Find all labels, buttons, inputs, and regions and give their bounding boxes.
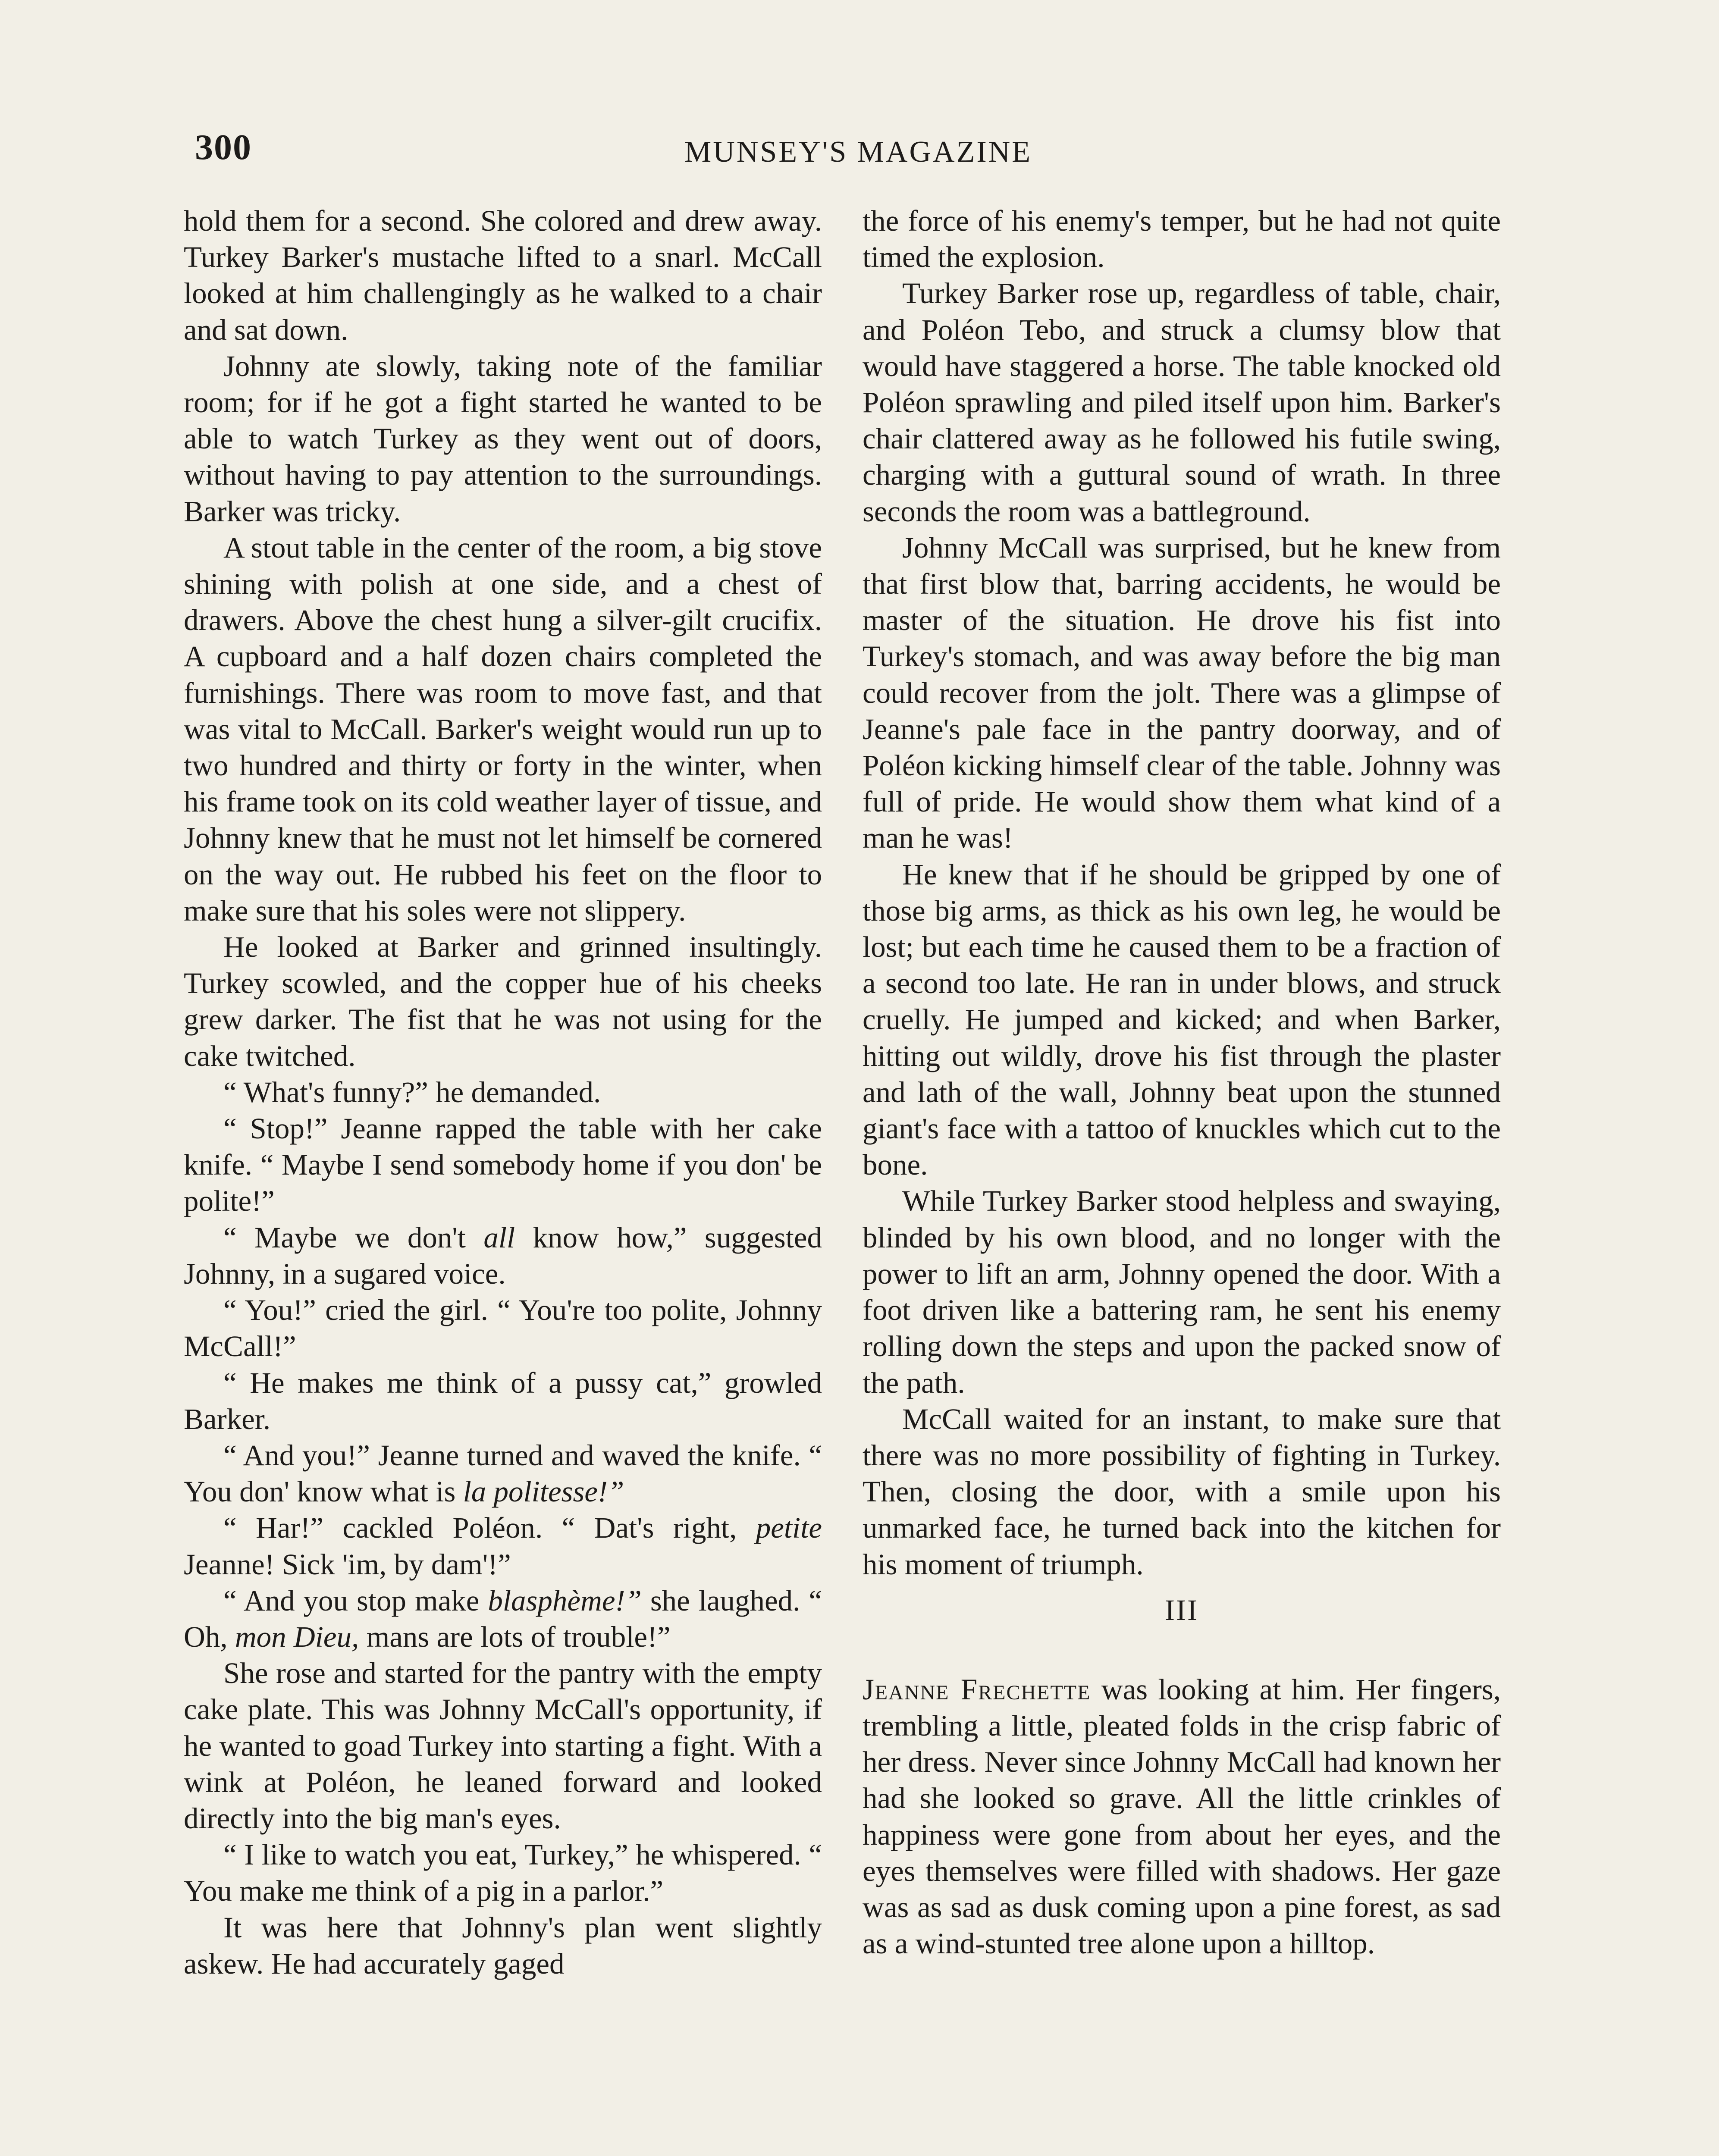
paragraph: “ I like to watch you eat, Turkey,” he whispered. “ You make me think of a pig in a parlor.” bbox=[184, 1838, 822, 1908]
italic-text: all bbox=[483, 1221, 515, 1254]
text-run: “ Maybe we don't bbox=[223, 1221, 484, 1254]
paragraph: “ He makes me think of a pussy cat,” growled Barker. bbox=[184, 1366, 822, 1435]
paragraph bbox=[184, 1510, 822, 1582]
paragraph: Turkey Barker rose up, regardless of table, chair, and Poléon Tebo, and struck a clumsy blow that would have staggered a horse. The table knocked old Poléon sprawling and piled itself upon him. Barker's chair clattered away as he followed his futile swing, charging with a guttural sound of wrath. In three seconds the room was a battleground. bbox=[863, 277, 1501, 528]
text-run: Jeanne! Sick 'im, by dam'!” bbox=[184, 1548, 511, 1581]
paragraph: Johnny McCall was surprised, but he knew from that first blow that, barring accidents, he would be master of the situation. He drove his fist into Turkey's stomach, and was away before the big man could recover from the jolt. There was a glimpse of Jeanne's pale face in the pantry doorway, and of Poléon kicking himself clear of the table. Johnny was full of pride. He would show them what kind of a man he was! bbox=[863, 531, 1501, 855]
paragraph: While Turkey Barker stood helpless and swaying, blinded by his own blood, and no longer with the power to lift an arm, Johnny opened the door. With a foot driven like a battering ram, he sent his enemy rolling down the steps and upon the packed snow of the path. bbox=[863, 1185, 1501, 1399]
page-number: 300 bbox=[195, 127, 252, 167]
paragraph: A stout table in the center of the room, a big stove shining with polish at one side, and a chest of drawers. Above the chest hung a silver-gilt crucifix. A cupboard and a half dozen chairs completed the furnishings. There was room to move fast, and that was vital to McCall. Barker's weight would run up to two hundred and thirty or forty in the winter, when his frame took on its cold weather layer of tissue, and Johnny knew that he must not let himself be cornered on the way out. He rubbed his feet on the floor to make sure that his soles were not slippery. bbox=[184, 531, 822, 927]
paragraph: “ You!” cried the girl. “ You're too polite, Johnny McCall!” bbox=[184, 1294, 822, 1363]
paragraph bbox=[184, 1219, 822, 1292]
section-heading: III bbox=[1165, 1593, 1198, 1626]
paragraph: It was here that Johnny's plan went slightly askew. He had accurately gaged bbox=[184, 1911, 822, 1980]
text-run: she laughed. “ Oh, bbox=[184, 1584, 822, 1653]
paragraph: He looked at Barker and grinned insultingly. Turkey scowled, and the copper hue of his cheeks grew darker. The fist that he was not using for the cake twitched. bbox=[184, 931, 822, 1072]
right-column bbox=[863, 203, 1501, 1962]
paragraph: McCall waited for an instant, to make sure that there was no more possibility of fighting in Turkey. Then, closing the door, with a smile upon his unmarked face, he turned back into the kitchen for his moment of triumph. bbox=[863, 1402, 1501, 1581]
paragraph bbox=[184, 1437, 822, 1510]
paragraph: “ Stop!” Jeanne rapped the table with her cake knife. “ Maybe I send somebody home if you don' be polite!” bbox=[184, 1112, 822, 1218]
chapter-lead-name: Jeanne Frechette bbox=[863, 1673, 1091, 1706]
paragraph: hold them for a second. She colored and drew away. Turkey Barker's mustache lifted to a snarl. McCall looked at him challengingly as he walked to a chair and sat down. bbox=[184, 204, 822, 346]
running-head: MUNSEY'S MAGAZINE bbox=[684, 135, 1032, 169]
text-run: mans are lots of trouble!” bbox=[359, 1620, 671, 1653]
text-run: was looking at him. Her fingers, trembling a little, pleated folds in the crisp fabric of her dress. Never since Johnny McCall had known her had she looked so grave. All the little crinkles of happiness were gone from about her eyes, and the eyes themselves were filled with shadows. Her gaze was as sad as dusk coming upon a pine forest, as sad as a wind-stunted tree alone upon a hilltop. bbox=[863, 1673, 1501, 1960]
italic-text: petite bbox=[756, 1511, 822, 1545]
text-run: “ And you!” Jeanne turned and waved the knife. “ You don' know what is bbox=[184, 1438, 822, 1508]
paragraph: She rose and started for the pantry with the empty cake plate. This was Johnny McCall's opportunity, if he wanted to goad Turkey into starting a fight. With a wink at Poléon, he leaned forward and looked directly into the big man's eyes. bbox=[184, 1657, 822, 1835]
text-run: “ And you stop make bbox=[223, 1584, 488, 1617]
italic-text: la politesse!” bbox=[463, 1475, 624, 1508]
paragraph bbox=[184, 1583, 822, 1655]
paragraph: “ What's funny?” he demanded. bbox=[223, 1075, 601, 1109]
paragraph: He knew that if he should be gripped by one of those big arms, as thick as his own leg, he would be lost; but each time he caused them to be a fraction of a second too late. He ran in under blows, and struck cruelly. He jumped and kicked; and when Barker, hitting out wildly, drove his fist through the plaster and lath of the wall, Johnny beat upon the stunned giant's face with a tattoo of knuckles which cut to the bone. bbox=[863, 858, 1501, 1181]
italic-text: mon Dieu, bbox=[235, 1620, 359, 1653]
text-run: know how,” suggested Johnny, in a sugared voice. bbox=[184, 1221, 822, 1290]
paragraph: Johnny ate slowly, taking note of the familiar room; for if he got a fight started he wanted to be able to watch Turkey as they went out of doors, without having to pay attention to the surroundings. Barker was tricky. bbox=[184, 349, 822, 528]
paragraph: the force of his enemy's temper, but he had not quite timed the explosion. bbox=[863, 204, 1501, 274]
left-column bbox=[184, 203, 822, 1982]
italic-text: blasphème!” bbox=[488, 1584, 642, 1617]
paragraph bbox=[863, 1671, 1501, 1962]
text-run: “ Har!” cackled Poléon. “ Dat's right, bbox=[223, 1511, 756, 1545]
